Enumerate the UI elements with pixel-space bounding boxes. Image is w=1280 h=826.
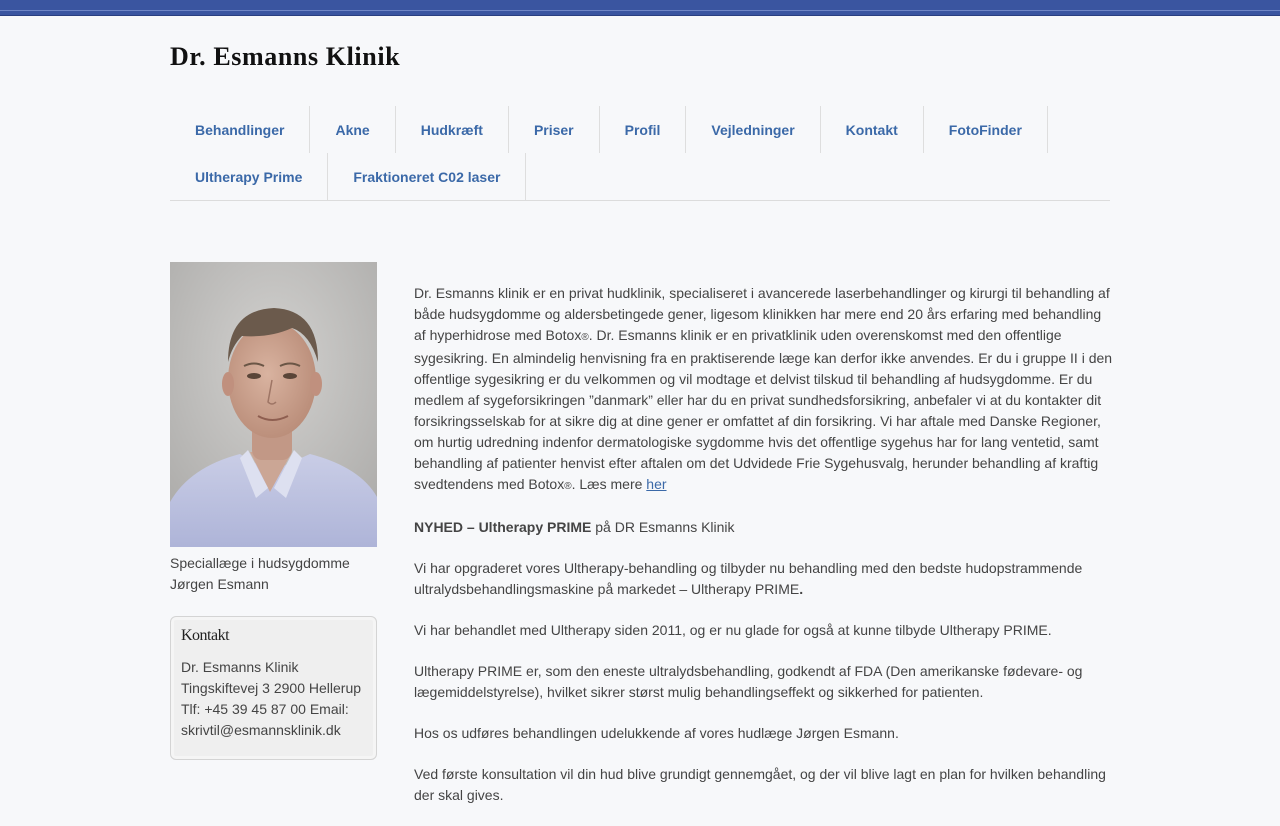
intro-paragraph — [414, 283, 1114, 497]
history-paragraph: Vi har behandlet med Ultherapy siden 2011, og er nu glade for også at kunne tilbyde Ultherapy PRIME. — [414, 622, 1052, 638]
portrait-illustration — [170, 262, 377, 547]
caption-title: Speciallæge i hudsygdomme — [170, 555, 350, 571]
nav-item-profil[interactable]: Profil — [600, 106, 687, 153]
news-text: på DR Esmanns Klinik — [591, 519, 735, 535]
intro-text-1: Dr. Esmanns klinik er en privat hudklinik, specialiseret i avancerede laserbehandlinger og kirurgi til behandling af både hudsygdomme og aldersbetingede gener, ligesom klinikken har mere end 20 års erfaring med behandling af hyperhidrose med Botox — [414, 285, 1110, 343]
news-heading: NYHED – Ultherapy PRIME — [414, 519, 592, 535]
top-color-bar — [0, 0, 1280, 16]
nav-row-1 — [170, 106, 1110, 153]
sidebar — [170, 262, 377, 760]
intro-text-2: . Dr. Esmanns klinik er en privatklinik uden overenskomst med den offentlige sygesikring. En almindelig henvisning fra en praktiserende læge kan derfor ikke anvendes. Er du i gruppe II i den offentlige sygesikring er du velkommen og vil modtage et delvist tilskud til behandling af hudsygdomme. Er du medlem af sygeforsikringen ”danmark” eller har du en privat sundhedsforsikring, anbefaler vi at du kontakter dit forsikringsselskab for at sikre dig at dine gener er omfattet af din forsikring. Vi har aftale med Danske Regioner, om hurtig udredning indenfor dermatologiske sygdomme hvis det offentlige sygehus har for lang ventetid, samt behandling af patienter henvist efter aftalen om det Udvidede Frie Sygehusvalg, herunder behandling af kraftig svedtendens med Botox — [414, 327, 1113, 492]
registered-mark-2: ® — [564, 481, 572, 492]
main-content — [414, 283, 1114, 826]
upgrade-text: Vi har opgraderet vores Ultherapy-behandling og tilbyder nu behandling med den bedste hudopstrammende ultralydsbehandlingsmaskine på markedet – Ultherapy PRIME — [414, 560, 1083, 597]
registered-mark: ® — [581, 332, 589, 343]
portrait-caption — [170, 553, 377, 595]
nav-item-ultherapy-prime[interactable]: Ultherapy Prime — [170, 153, 328, 200]
caption-name: Jørgen Esmann — [170, 576, 269, 592]
read-more-link[interactable]: her — [646, 476, 667, 492]
nav-item-behandlinger[interactable]: Behandlinger — [170, 106, 310, 153]
fda-paragraph: Ultherapy PRIME er, som den eneste ultralydsbehandling, godkendt af FDA (Den amerikanske fødevare- og lægemiddelstyrelse), hvilket sikrer størst mulig behandlingseffekt og sikkerhed for patienten. — [414, 663, 1083, 700]
site-title[interactable]: Dr. Esmanns Klinik — [170, 42, 401, 71]
intro-text-3: . Læs mere — [571, 476, 647, 492]
contact-widget — [170, 616, 377, 760]
nav-item-fraktioneret-co2-laser[interactable]: Fraktioneret C02 laser — [328, 153, 526, 200]
nav-item-akne[interactable]: Akne — [310, 106, 395, 153]
nav-item-kontakt[interactable]: Kontakt — [821, 106, 924, 153]
upgrade-period: . — [799, 581, 804, 597]
doctor-paragraph: Hos os udføres behandlingen udelukkende af vores hudlæge Jørgen Esmann. — [414, 725, 899, 741]
consultation-paragraph: Ved første konsultation vil din hud blive grundigt gennemgået, og der vil blive lagt en plan for hvilken behandling der skal gives. — [414, 766, 1106, 803]
news-paragraph — [414, 517, 1114, 538]
nav-item-fotofinder[interactable]: FotoFinder — [924, 106, 1048, 153]
nav-row-2 — [170, 153, 1110, 200]
nav-item-priser[interactable]: Priser — [509, 106, 600, 153]
doctor-portrait-image — [170, 262, 377, 547]
nav-item-vejledninger[interactable]: Vejledninger — [686, 106, 820, 153]
main-navigation — [170, 106, 1110, 201]
upgrade-paragraph — [414, 558, 1114, 600]
contact-widget-title: Kontakt — [181, 627, 230, 644]
nav-item-hudkraeft[interactable]: Hudkræft — [396, 106, 509, 153]
contact-widget-text: Dr. Esmanns Klinik Tingskiftevej 3 2900 Hellerup Tlf: +45 39 45 87 00 Email: skrivtil@esmannsklinik.dk — [181, 659, 362, 738]
